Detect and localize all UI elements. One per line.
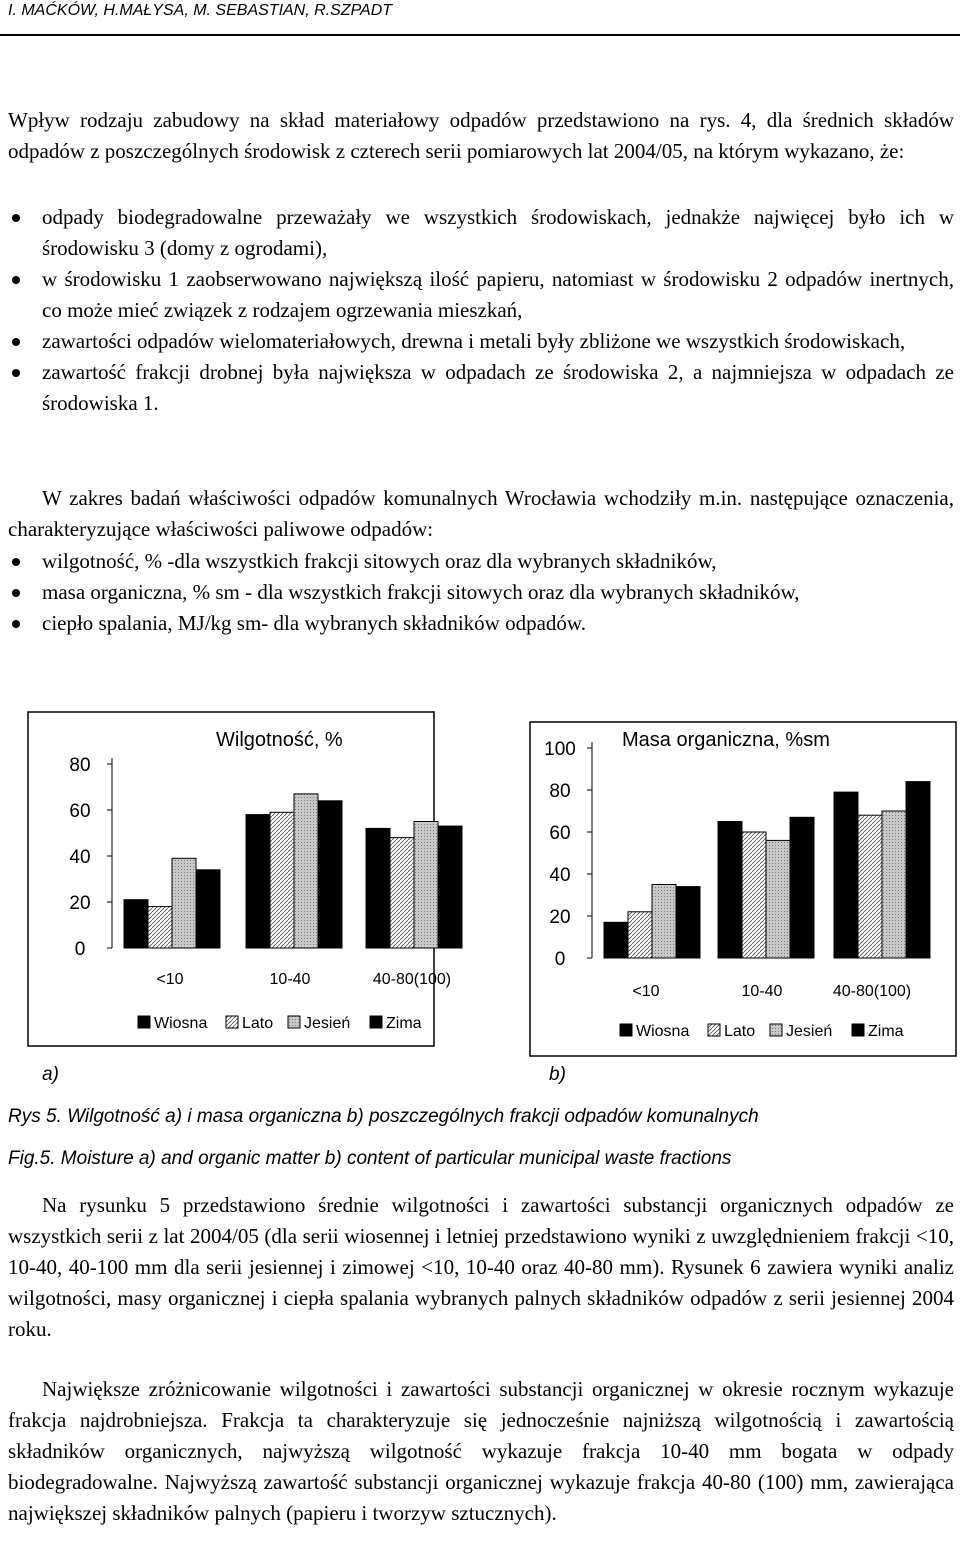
chart-b-legend-swatch (852, 1024, 864, 1036)
body-paragraph-2: Największe zróżnicowanie wilgotności i zawartości substancji organicznej w okresie rocznym wykazuje frakcja najdrobniejsza. Frakcja ta charakteryzuje się jednocześnie najniższą wilgotnością i zawartością składników organicznych, najwyższą wilgotność wykazuje frakcja 10-40 mm bogata w odpady biodegradowalne. Najwyższą zawartość substancji organicznej wykazuje frakcja 40-80 (100) mm, zawierająca największej składników palnych (papieru i tworzyw sztucznych). (8, 1377, 954, 1525)
chart-a-bar-wiosna (246, 815, 270, 948)
chart-b-x-tick-label: <10 (632, 983, 660, 1000)
chart-b-bar-lato (858, 815, 882, 958)
running-header: I. MAĆKÓW, H.MAŁYSA, M. SEBASTIAN, R.SZPADT (8, 2, 393, 19)
chart-b-legend (620, 1023, 904, 1040)
scope-bullet-list (8, 546, 954, 639)
bullet-icon (12, 338, 20, 346)
chart-b-legend-label: Lato (724, 1023, 756, 1040)
chart-a-bar-jesień (414, 822, 438, 949)
chart-a-title: Wilgotność, % (216, 729, 343, 751)
chart-b-bar-zima (676, 887, 700, 958)
chart-a-bar-zima (438, 826, 462, 948)
intro-bullet-item: w środowisku 1 zaobserwowano największą ilość papieru, natomiast w środowisku 2 odpadów inertnych, co może mieć związek z rodzajem ogrzewania mieszkań, (8, 264, 954, 326)
chart-b-bar-zima (790, 817, 814, 958)
chart-b-bar-zima (906, 782, 930, 958)
chart-a-bar-lato (390, 838, 414, 948)
figure-caption-en: Fig.5. Moisture a) and organic matter b) content of particular municipal waste fractions (8, 1148, 732, 1169)
chart-a-bar-lato (270, 812, 294, 948)
chart-a-bar-wiosna (366, 828, 390, 948)
chart-a-legend-swatch (288, 1016, 300, 1028)
chart-a-moisture (69, 729, 462, 1032)
chart-a-legend-swatch (370, 1016, 382, 1028)
scope-paragraph: W zakres badań właściwości odpadów komunalnych Wrocławia wchodziły m.in. następujące oznaczenia, charakteryzujące właściwości paliwowe odpadów: (8, 486, 954, 541)
bullet-icon (12, 620, 20, 628)
intro-bullet-item: zawartości odpadów wielomateriałowych, drewna i metali były zbliżone we wszystkich środowiskach, (8, 326, 954, 357)
chart-a-legend-label: Wiosna (154, 1015, 208, 1032)
chart-a-legend-label: Lato (242, 1015, 274, 1032)
chart-a-x-tick-label: 40-80(100) (372, 971, 452, 988)
chart-b-legend-label: Jesień (786, 1023, 833, 1040)
chart-a-bar-jesień (294, 794, 318, 948)
chart-b-bar-jesień (766, 840, 790, 958)
chart-a-bar-zima (318, 801, 342, 948)
chart-b-y-tick-label: 100 (544, 739, 576, 760)
chart-b-bar-lato (628, 912, 652, 958)
chart-a-legend-swatch (138, 1016, 150, 1028)
chart-b-organic-matter (544, 729, 930, 1040)
body-paragraph-1: Na rysunku 5 przedstawiono średnie wilgotności i zawartości substancji organicznych odpadów ze wszystkich serii z lat 2004/05 (dla serii wiosennej i letniej przedstawiono wyniki z uwzględnieniem frakcji <10, 10-40, 40-100 mm dla serii jesiennej i zimowej <10, 10-40 oraz 40-80 mm). Rysunek 6 zawiera wyniki analiz wilgotności, masy organicznej i ciepła spalania wybranych palnych składników odpadów z serii jesiennej 2004 roku. (8, 1193, 954, 1341)
chart-b-legend-swatch (708, 1024, 720, 1036)
chart-b-y-tick-label: 40 (549, 865, 571, 886)
chart-b-y-tick-label: 60 (549, 823, 571, 844)
chart-b-title: Masa organiczna, %sm (622, 729, 830, 751)
chart-b-bar-wiosna (604, 922, 628, 958)
chart-a-bar-zima (196, 870, 220, 948)
chart-a-y-tick-label: 80 (69, 755, 91, 776)
chart-a-y-tick-label: 60 (69, 801, 91, 822)
intro-bullet-item: odpady biodegradowalne przeważały we wszystkich środowiskach, jednakże najwięcej było ich w środowisku 3 (domy z ogrodami), (8, 202, 954, 264)
chart-a-y-tick-label: 40 (69, 847, 91, 868)
panel-label-b: b) (549, 1064, 566, 1085)
chart-b-y-tick-label: 20 (549, 907, 571, 928)
bullet-icon (12, 558, 20, 566)
chart-a-legend-label: Jesień (304, 1015, 351, 1032)
scope-bullet-item: masa organiczna, % sm - dla wszystkich frakcji sitowych oraz dla wybranych składników, (8, 577, 954, 608)
bullet-icon (12, 276, 20, 284)
chart-b-legend-label: Wiosna (636, 1023, 690, 1040)
chart-a-x-tick-label: <10 (156, 971, 184, 988)
chart-a-legend (138, 1015, 422, 1032)
chart-a-y-tick-label: 0 (74, 939, 86, 960)
chart-b-legend-swatch (620, 1024, 632, 1036)
intro-paragraph: Wpływ rodzaju zabudowy na skład materiałowy odpadów przedstawiono na rys. 4, dla średnich składów odpadów z poszczególnych środowisk z czterech serii pomiarowych lat 2004/05, na którym wykazano, że: (8, 108, 954, 163)
header-rule (0, 34, 960, 36)
bullet-icon (12, 589, 20, 597)
chart-a-bar-jesień (172, 858, 196, 948)
chart-b-x-tick-label: 40-80(100) (832, 983, 912, 1000)
chart-b-bar-wiosna (834, 792, 858, 958)
chart-a-y-tick-label: 20 (69, 893, 91, 914)
chart-a-bar-wiosna (124, 900, 148, 948)
intro-bullet-item: zawartość frakcji drobnej była największa w odpadach ze środowiska 2, a najmniejsza w odpadach ze środowiska 1. (8, 357, 954, 419)
chart-b-bar-lato (742, 832, 766, 958)
chart-b-bar-jesień (882, 811, 906, 958)
chart-b-x-tick-label: 10-40 (741, 983, 783, 1000)
bullet-icon (12, 369, 20, 377)
chart-b-legend-label: Zima (868, 1023, 904, 1040)
chart-b-y-tick-label: 80 (549, 781, 571, 802)
figure-caption-pl: Rys 5. Wilgotność a) i masa organiczna b) poszczególnych frakcji odpadów komunalnych (8, 1106, 759, 1127)
intro-bullet-list (8, 202, 954, 419)
chart-b-y-tick-label: 0 (554, 949, 566, 970)
figure-charts (0, 700, 960, 1100)
chart-b-legend-swatch (770, 1024, 782, 1036)
chart-a-x-tick-label: 10-40 (269, 971, 311, 988)
chart-b-bar-wiosna (718, 822, 742, 959)
chart-a-bar-lato (148, 907, 172, 948)
chart-a-legend-swatch (226, 1016, 238, 1028)
chart-a-legend-label: Zima (386, 1015, 422, 1032)
panel-label-a: a) (42, 1064, 59, 1085)
scope-bullet-item: wilgotność, % -dla wszystkich frakcji sitowych oraz dla wybranych składników, (8, 546, 954, 577)
bullet-icon (12, 214, 20, 222)
scope-bullet-item: ciepło spalania, MJ/kg sm- dla wybranych składników odpadów. (8, 608, 954, 639)
chart-b-bar-jesień (652, 885, 676, 959)
